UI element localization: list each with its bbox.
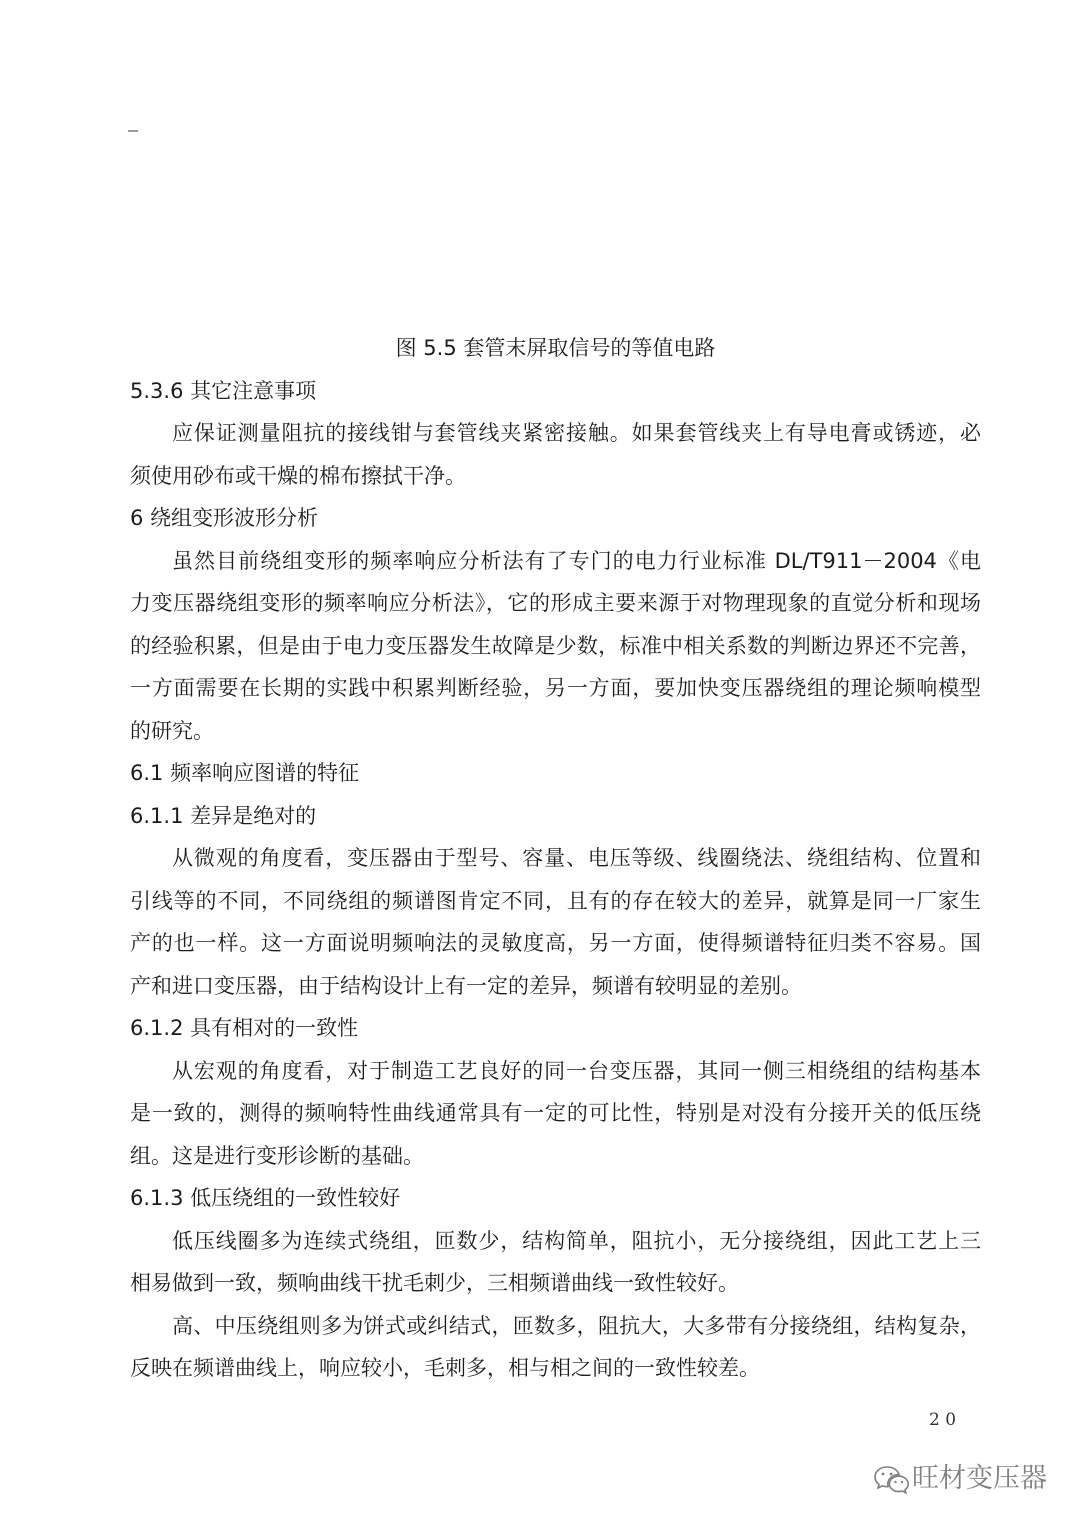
section-heading: 6.1.1 差异是绝对的	[130, 803, 317, 828]
section-heading: 6.1.3 低压绕组的一致性较好	[130, 1186, 401, 1210]
paragraph-line: 引线等的不同，不同绕组的频谱图肯定不同，且有的存在较大的差异，就算是同一厂家生	[130, 888, 981, 913]
paragraph-line: 力变压器绕组变形的频率响应分析法》，它的形成主要来源于对物理现象的直觉分析和现场	[130, 591, 981, 615]
figure-caption: 图 5.5 套管末屏取信号的等值电路	[395, 336, 716, 360]
page-number: 2 0	[929, 1410, 957, 1430]
section-heading: 6.1 频率响应图谱的特征	[130, 761, 360, 785]
paragraph-line: 的研究。	[130, 718, 214, 743]
paragraph-line: 应保证测量阻抗的接线钳与套管线夹紧密接触。如果套管线夹上有导电膏或锈迹，必	[172, 421, 981, 445]
section-heading: 5.3.6 其它注意事项	[130, 378, 317, 403]
paragraph-line: 虽然目前绕组变形的频率响应分析法有了专门的电力行业标准 DL/T911－2004《电	[172, 548, 981, 573]
paragraph-line: 从宏观的角度看，对于制造工艺良好的同一台变压器，其同一侧三相绕组的结构基本	[172, 1058, 981, 1083]
paragraph-line: 的经验积累，但是由于电力变压器发生故障是少数，标准中相关系数的判断边界还不完善，	[130, 633, 981, 658]
paragraph-line: 组。这是进行变形诊断的基础。	[130, 1143, 424, 1168]
paragraph	[130, 1050, 981, 1178]
watermark-label: 旺材变压器	[912, 1463, 1047, 1494]
paragraph	[130, 540, 981, 753]
wechat-icon	[874, 1465, 910, 1495]
paragraph-line: 高、中压绕组则多为饼式或纠结式，匝数多，阻抗大，大多带有分接绕组，结构复杂，	[172, 1313, 981, 1338]
paragraph-line: 反映在频谱曲线上，响应较小，毛刺多，相与相之间的一致性较差。	[130, 1356, 760, 1380]
paragraph-line: 相易做到一致，频响曲线干扰毛刺少，三相频谱曲线一致性较好。	[130, 1271, 739, 1295]
paragraph-line: 产和进口变压器，由于结构设计上有一定的差异，频谱有较明显的差别。	[130, 973, 802, 998]
section-heading: 6 绕组变形波形分析	[130, 506, 319, 530]
paragraph-line: 从微观的角度看，变压器由于型号、容量、电压等级、线圈绕法、绕组结构、位置和	[172, 846, 981, 870]
section-heading: 6.1.2 具有相对的一致性	[130, 1016, 359, 1040]
paragraph-line: 低压线圈多为连续式绕组，匝数少，结构简单，阻抗小，无分接绕组，因此工艺上三	[172, 1228, 981, 1253]
document-body	[130, 327, 981, 1390]
paragraph-line: 一方面需要在长期的实践中积累判断经验，另一方面，要加快变压器绕组的理论频响模型	[130, 676, 981, 700]
scan-mark	[128, 130, 138, 132]
paragraph-line: 须使用砂布或干燥的棉布擦拭干净。	[130, 463, 466, 488]
paragraph	[130, 1220, 981, 1305]
paragraph	[130, 1305, 981, 1390]
paragraph	[130, 837, 981, 1007]
paragraph	[130, 412, 981, 497]
paragraph-line: 产的也一样。这一方面说明频响法的灵敏度高，另一方面，使得频谱特征归类不容易。国	[130, 931, 981, 955]
paragraph-line: 是一致的，测得的频响特性曲线通常具有一定的可比性，特别是对没有分接开关的低压绕	[130, 1101, 981, 1125]
